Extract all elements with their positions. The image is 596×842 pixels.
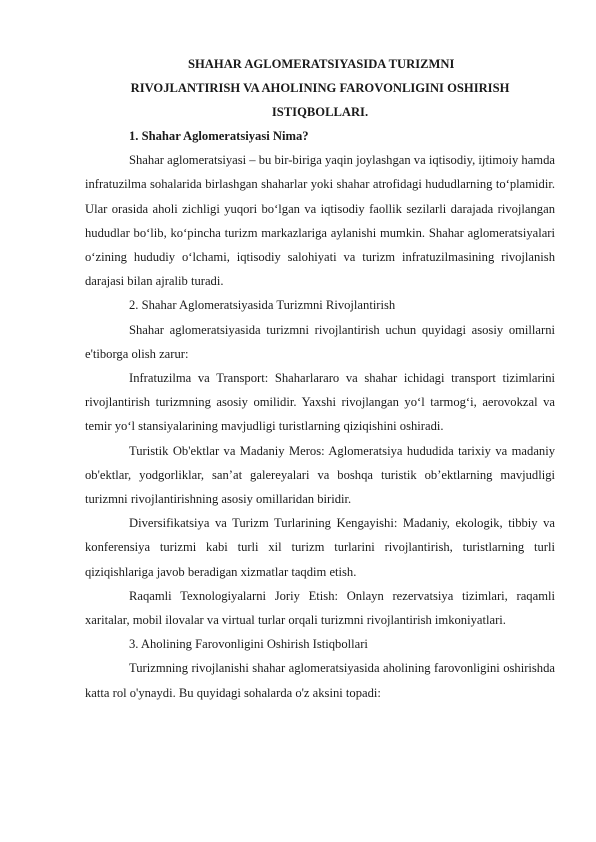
section-2-item-heritage: Turistik Ob'ektlar va Madaniy Meros: Aglomeratsiya hududida tarixiy va madaniy ob'ektlar, yodgorliklar, san’at galereyalari va boshqa turistik ob’ektlarning mavjudligi turizmni rivojlantirishning asosiy omillaridan biridir. [85, 443, 555, 507]
document-title-line-3: ISTIQBOLLARI. [271, 105, 369, 119]
section-2-intro: Shahar aglomeratsiyasida turizmni rivojlantirish uchun quyidagi asosiy omillarni e'tiborga olish zarur: [85, 322, 555, 361]
document-title-line-1: SHAHAR AGLOMERATSIYASIDA TURIZMNI [188, 57, 455, 71]
section-3-paragraph: Turizmning rivojlanishi shahar aglomeratsiyasida aholining farovonligini oshirishda katta rol o'ynaydi. Bu quyidagi sohalarda o'z aksini topadi: [85, 661, 555, 700]
section-2-item-digital: Raqamli Texnologiyalarni Joriy Etish: Onlayn rezervatsiya tizimlari, raqamli xaritalar, mobil ilovalar va virtual turlar orqali turizmni rivojlantirish imkoniyatlari. [85, 588, 555, 628]
section-1-paragraph: Shahar aglomeratsiyasi – bu bir-biriga yaqin joylashgan va iqtisodiy, ijtimoiy hamda infratuzilma sohalarida birlashgan shaharlar yoki shahar atrofidagi hududlarning to‘plamidir. Ular orasida aholi zichligi yuqori bo‘lgan va iqtisodiy faollik sezilarli darajada rivojlangan hududlar bo‘lib, ko‘pincha turizm markazlariga aylanishi mumkin. Shahar aglomeratsiyalari o‘zining hududiy o‘lchami, iqtisodiy salohiyati va turizm infratuzilmasining rivojlanish darajasi bilan ajralib turadi. [85, 153, 555, 289]
section-1-heading: 1. Shahar Aglomeratsiyasi Nima? [129, 129, 309, 143]
section-3-heading: 3. Aholining Farovonligini Oshirish Istiqbollari [129, 637, 368, 652]
document-content [85, 52, 555, 705]
section-2-item-diversification: Diversifikatsiya va Turizm Turlarining Kengayishi: Madaniy, ekologik, tibbiy va konferensiya turizmi kabi turli xil turizm turlarini rivojlantirish, turistlarning turli qiziqishlariga javob beradigan xizmatlar taqdim etish. [85, 516, 555, 579]
document-title-line-2: RIVOJLANTIRISH VA AHOLINING FAROVONLIGINI OSHIRISH [130, 81, 510, 95]
section-2-item-infrastructure: Infratuzilma va Transport: Shaharlararo va shahar ichidagi transport tizimlarini rivojlantirish turizmning asosiy omilidir. Yaxshi rivojlangan yo‘l tarmog‘i, aerovokzal va temir yo‘l stansiyalarining mavjudligi turistlarning qiziqishini oshiradi. [85, 371, 555, 434]
section-2-heading: 2. Shahar Aglomeratsiyasida Turizmni Rivojlantirish [129, 298, 396, 313]
